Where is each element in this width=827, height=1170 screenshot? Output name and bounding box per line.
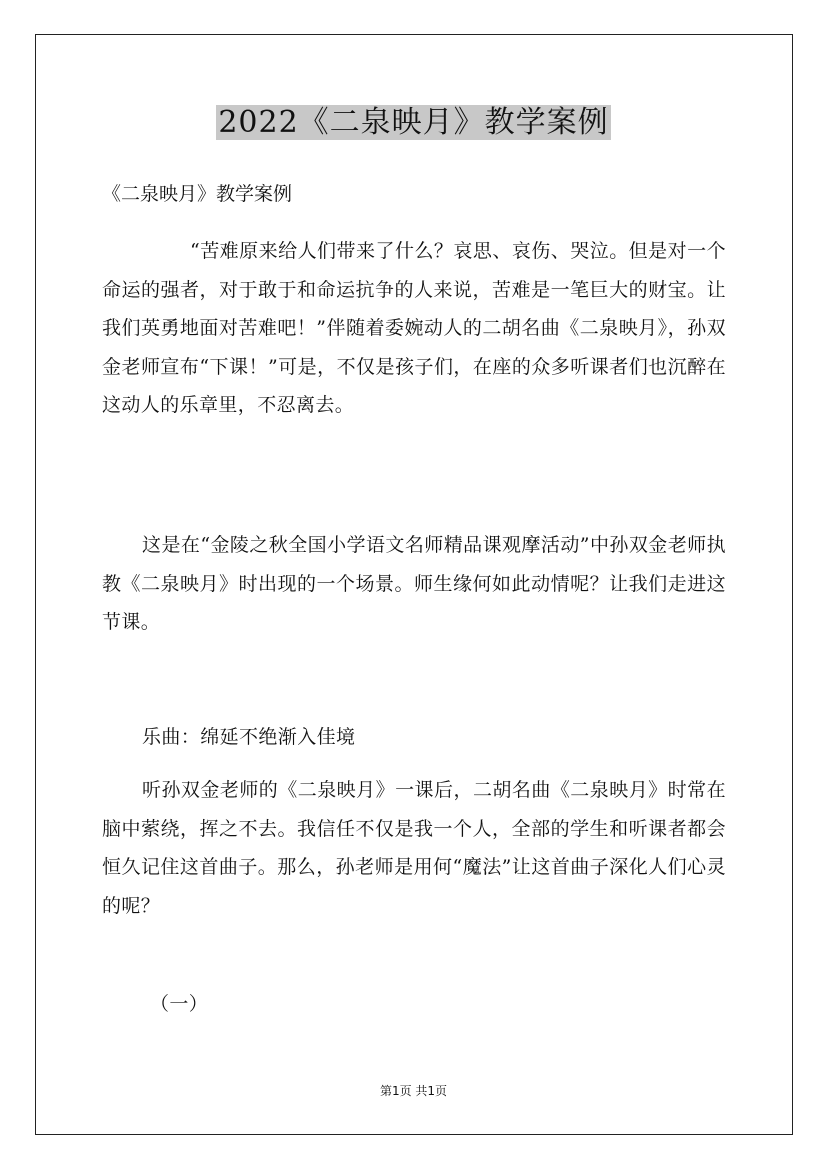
- paragraph-2: 这是在“金陵之秋全国小学语文名师精品课观摩活动”中孙双金老师执教《二泉映月》时出现的一个场景。师生缘何如此动情呢？让我们走进这节课。: [102, 534, 726, 633]
- document-title: [0, 103, 827, 143]
- document-title-text: 2022《二泉映月》教学案例: [218, 105, 609, 140]
- paragraph-1: “苦难原来给人们带来了什么？哀思、哀伤、哭泣。但是对一个命运的强者，对于敢于和命运抗争的人来说，苦难是一笔巨大的财宝。让我们英勇地面对苦难吧！”伴随着委婉动人的二胡名曲《二泉映月》，孙双金老师宣布“下课！”可是，不仅是孩子们，在座的众多听课者们也沉醉在这动人的乐章里，不忍离去。: [102, 240, 726, 416]
- paragraph-3: 听孙双金老师的《二泉映月》一课后，二胡名曲《二泉映月》时常在脑中萦绕，挥之不去。我信任不仅是我一个人，全部的学生和听课者都会恒久记住这首曲子。那么，孙老师是用何“魔法”让这首曲子深化人们心灵的呢？: [102, 779, 726, 917]
- section-number: （一）: [150, 993, 209, 1015]
- document-subtitle: 《二泉映月》教学案例: [102, 183, 293, 205]
- page-footer: 第1页 共1页: [379, 1084, 448, 1098]
- section-heading-music: 乐曲：绵延不绝渐入佳境: [142, 726, 356, 748]
